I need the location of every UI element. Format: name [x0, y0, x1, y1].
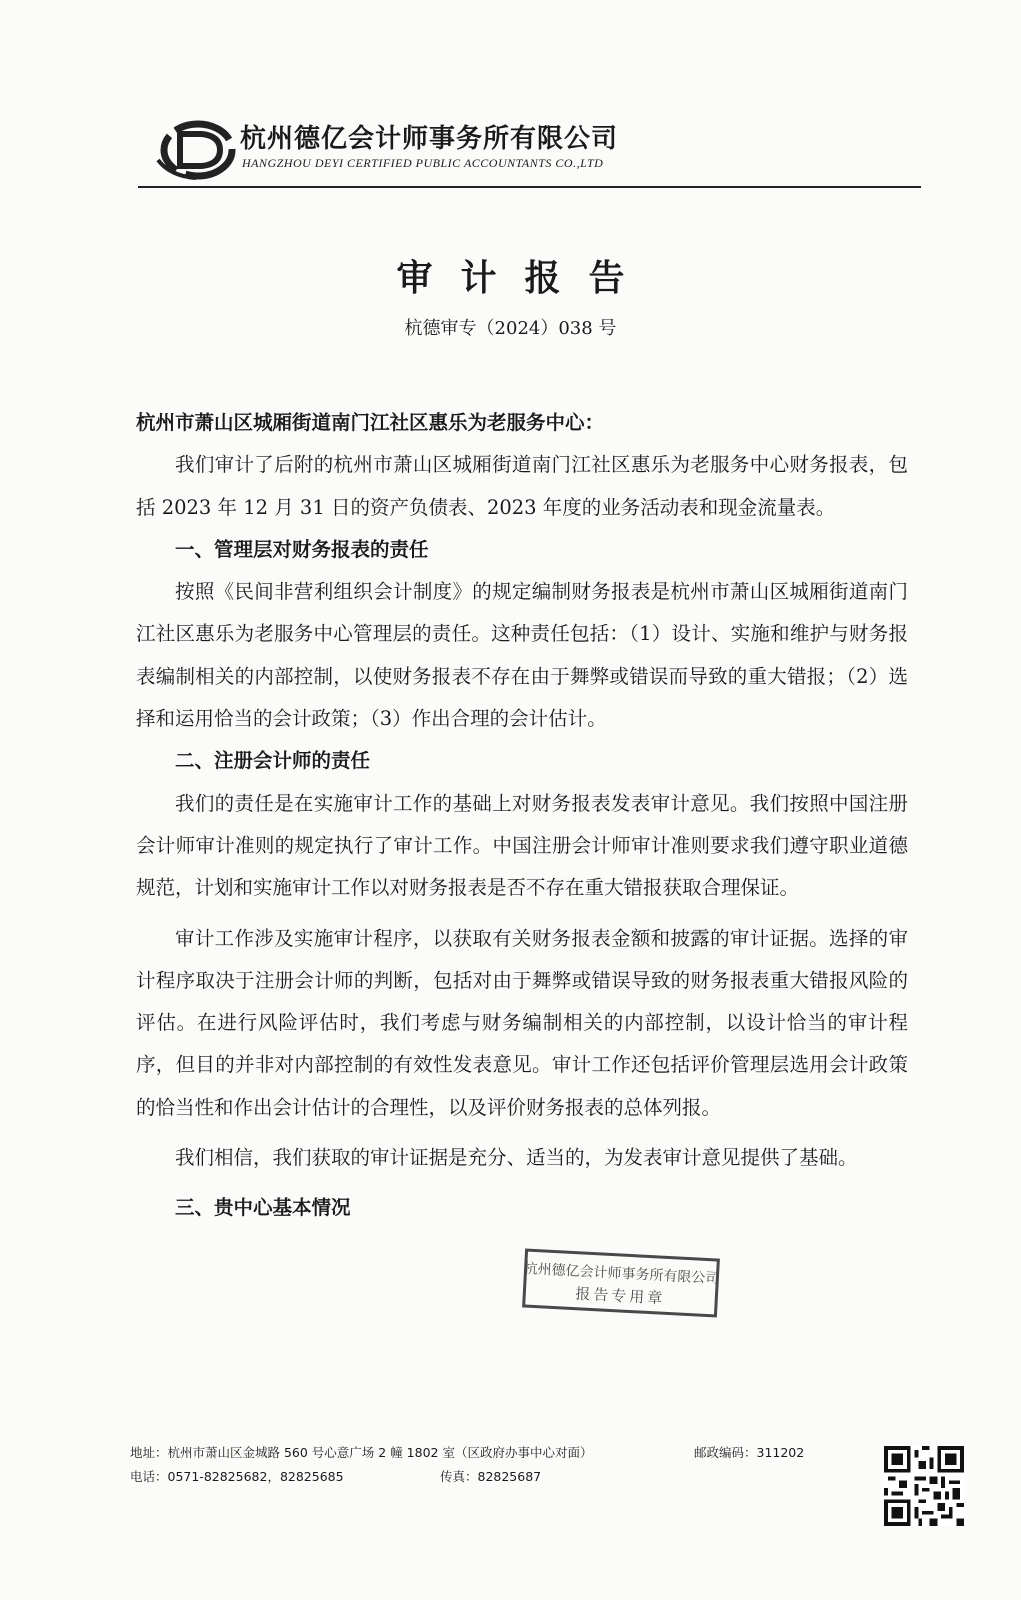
- footer: [130, 1442, 820, 1490]
- letterhead: [140, 108, 920, 188]
- footer-phone: 电话：0571-82825682，82825685: [130, 1469, 344, 1484]
- section-2-paragraph-1: 我们的责任是在实施审计工作的基础上对财务报表发表审计意见。我们按照中国注册会计师审计准则的规定执行了审计工作。中国注册会计师审计准则要求我们遵守职业道德规范，计划和实施审计工作以对财务报表是否不存在重大错报获取合理保证。: [136, 791, 908, 900]
- deyi-logo-icon: [150, 114, 240, 184]
- firm-name-cn: 杭州德亿会计师事务所有限公司: [240, 124, 619, 154]
- addressee: 杭州市萧山区城厢街道南门江社区惠乐为老服务中心：: [136, 411, 605, 434]
- section-2-paragraph-2: 审计工作涉及实施审计程序，以获取有关财务报表金额和披露的审计证据。选择的审计程序取决于注册会计师的判断，包括对由于舞弊或错误导致的财务报表重大错报风险的评估。在进行风险评估时，我们考虑与财务编制相关的内部控制，以设计恰当的审计程序，但目的并非对内部控制的有效性发表意见。审计工作还包括评价管理层选用会计政策的恰当性和作出会计估计的合理性，以及评价财务报表的总体列报。: [136, 926, 908, 1119]
- firm-name-en: HANGZHOU DEYI CERTIFIED PUBLIC ACCOUNTANTS CO.,LTD: [242, 156, 604, 170]
- footer-address: 地址：杭州市萧山区金城路 560 号心意广场 2 幢 1802 室（区政府办事中心对面）: [130, 1445, 593, 1460]
- intro-paragraph: 我们审计了后附的杭州市萧山区城厢街道南门江社区惠乐为老服务中心财务报表，包括 2023 年 12 月 31 日的资产负债表、2023 年度的业务活动表和现金流量表。: [136, 453, 908, 519]
- stamp-line-1: 杭州德亿会计师事务所有限公司: [523, 1260, 720, 1288]
- stamp-line-2: 报告专用章: [574, 1284, 666, 1308]
- footer-postcode: 邮政编码：311202: [694, 1445, 805, 1460]
- section-3-heading: 三、贵中心基本情况: [175, 1196, 351, 1220]
- footer-fax: 传真：82825687: [440, 1469, 542, 1484]
- report-number: 杭德审专（2024）038 号: [404, 318, 617, 339]
- report-seal-stamp: [521, 1247, 722, 1319]
- section-1-paragraph: 按照《民间非营利组织会计制度》的规定编制财务报表是杭州市萧山区城厢街道南门江社区惠乐为老服务中心管理层的责任。这种责任包括：（1）设计、实施和维护与财务报表编制相关的内部控制，以使财务报表不存在由于舞弊或错误而导致的重大错报；（2）选择和运用恰当的会计政策；（3）作出合理的会计估计。: [136, 580, 908, 731]
- header-divider: [138, 186, 921, 188]
- qr-code-icon: [884, 1446, 964, 1526]
- report-body: [136, 402, 908, 1230]
- section-2-heading: 二、注册会计师的责任: [175, 749, 371, 773]
- section-1-heading: 一、管理层对财务报表的责任: [175, 537, 429, 561]
- report-title: 审计报告: [396, 258, 653, 299]
- section-2-paragraph-3: 我们相信，我们获取的审计证据是充分、适当的，为发表审计意见提供了基础。: [175, 1146, 858, 1170]
